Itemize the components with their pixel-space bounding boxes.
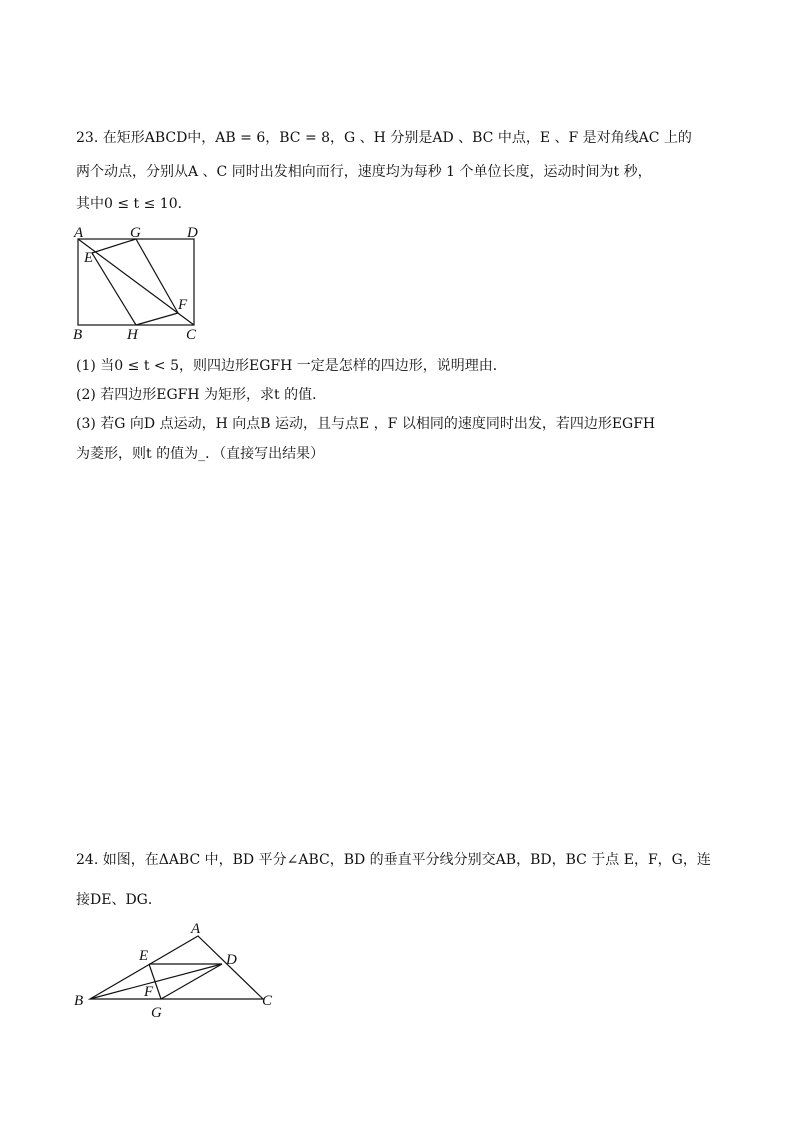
q24-segment-eg	[149, 964, 161, 999]
q23-segment-he	[92, 253, 136, 325]
q24-label-d: D	[226, 952, 237, 968]
q24-segment-bd	[90, 964, 222, 999]
q24-label-g: G	[151, 1005, 162, 1021]
q23-label-e: E	[84, 250, 94, 266]
q23-label-a: A	[74, 225, 84, 241]
q23-line-2: 两个动点，分别从A 、C 同时出发相向而行，速度均为每秒 1 个单位长度，运动时间为t 秒，	[76, 164, 652, 180]
q24-segment-dg	[161, 964, 222, 999]
q24-label-e: E	[139, 948, 149, 964]
q23-line-3: 其中0 ≤ t ≤ 10．	[76, 196, 192, 212]
q23-line-1: 23. 在矩形ABCD中，AB = 6，BC = 8，G 、H 分别是AD 、BC 中点，E 、F 是对角线AC 上的	[76, 130, 692, 146]
q23-label-h: H	[127, 327, 138, 343]
q23-part-3-line-1: (3) 若G 向D 点运动，H 向点B 运动，且与点E ，F 以相同的速度同时出发，若四边形EGFH	[76, 416, 656, 432]
q23-part-2: (2) 若四边形EGFH 为矩形，求t 的值．	[76, 387, 327, 403]
q23-rect-abcd	[78, 239, 194, 325]
q23-label-g: G	[130, 225, 141, 241]
q23-label-f: F	[178, 297, 188, 313]
q23-segment-gf	[136, 239, 178, 313]
q23-part-3-line-2: 为菱形，则t 的值为_．（直接写出结果）	[76, 446, 325, 462]
q23-diagonal-ac	[78, 239, 194, 325]
q23-label-c: C	[186, 327, 197, 343]
q23-label-b: B	[73, 327, 83, 343]
q24-line-2: 接DE、DG．	[76, 892, 162, 908]
q23-segment-eg	[92, 239, 136, 253]
q23-part-1: (1) 当0 ≤ t < 5，则四边形EGFH 一定是怎样的四边形，说明理由．	[76, 358, 507, 374]
q23-segment-fh	[136, 313, 178, 325]
q24-line-1: 24. 如图，在ΔABC 中，BD 平分∠ABC，BD 的垂直平分线分别交AB，BD，BC 于点 E，F，G，连	[76, 852, 711, 868]
q24-triangle-abc	[90, 936, 263, 999]
q24-label-f: F	[144, 984, 154, 1000]
q23-label-d: D	[187, 225, 198, 241]
q24-label-b: B	[74, 993, 84, 1009]
q24-label-a: A	[191, 921, 201, 937]
q24-label-c: C	[262, 993, 273, 1009]
